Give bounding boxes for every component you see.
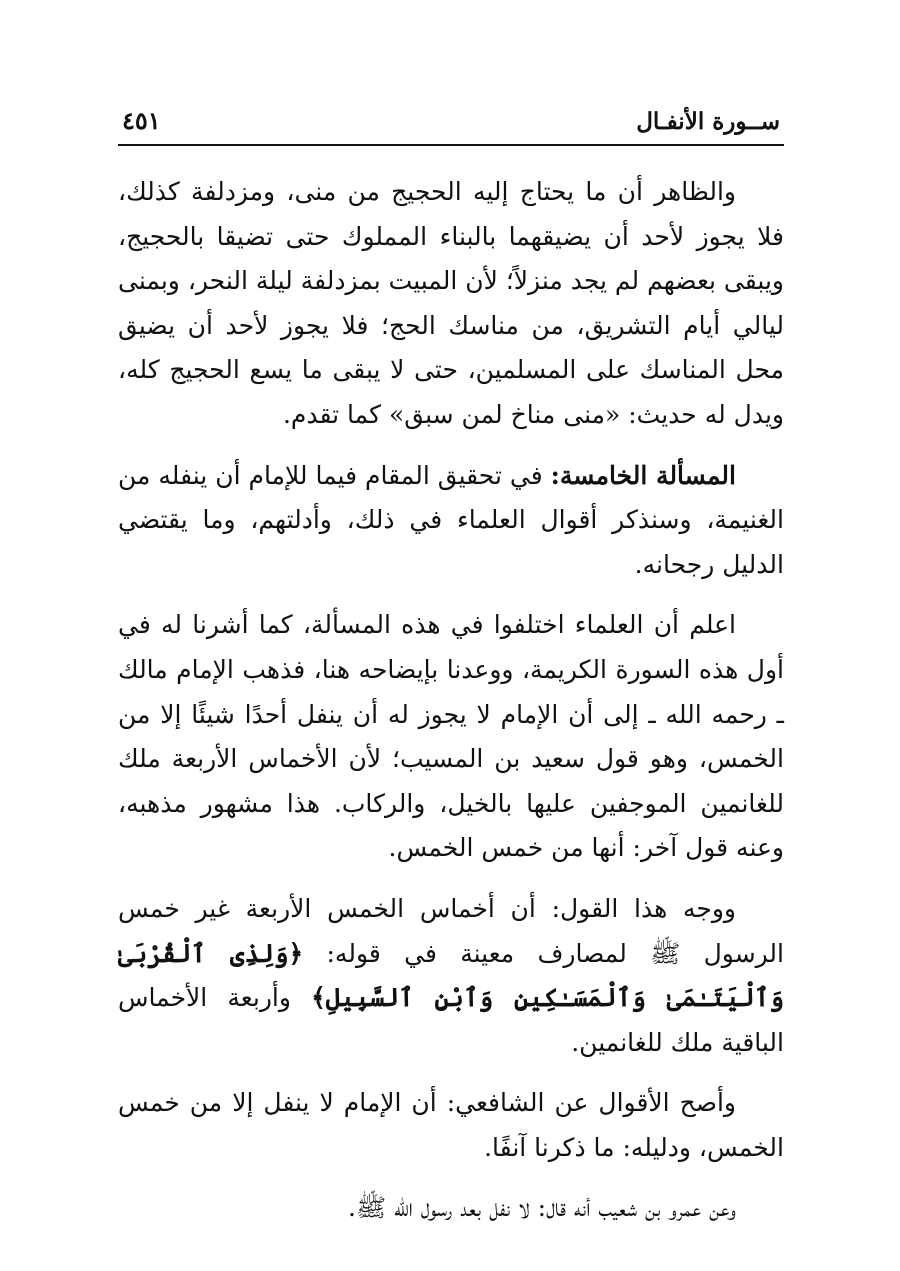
paragraph-text: وعن عمرو بن شعيب أنه قال: لا نفل بعد رسول الله ﷺ. bbox=[348, 1193, 736, 1223]
surah-title: ســورة الأنفـال bbox=[636, 108, 780, 135]
paragraph-text: وأصح الأقوال عن الشافعي: أن الإمام لا ينفل إلا من خمس الخمس، ودليله: ما ذكرنا آنفًا. bbox=[118, 1088, 784, 1162]
paragraph-text: اعلم أن العلماء اختلفوا في هذه المسألة، كما أشرنا له في أول هذه السورة الكريمة، ووعدنا بإيضاحه هنا، فذهب الإمام مالك ـ رحمه الله ـ إلى أن الإمام لا يجوز له أن ينفل أحدًا شيئًا إلا من الخمس، وهو قول سعيد بن المسيب؛ لأن الأخماس الأربعة ملك للغانمين الموجفين عليها بالخيل، والركاب. هذا مشهور مذهبه، وعنه قول آخر: أنها من خمس الخمس. bbox=[118, 610, 784, 863]
page-number: ٤٥١ bbox=[122, 106, 161, 135]
paragraph-5 bbox=[118, 1081, 784, 1170]
paragraph-1 bbox=[118, 170, 784, 438]
page-body bbox=[118, 170, 784, 1231]
paragraph-text: ووجه هذا القول: أن أخماس الخمس الأربعة غير خمس الرسول ﷺ لمصارف معينة في قوله: bbox=[118, 893, 784, 968]
book-page bbox=[118, 100, 784, 1223]
paragraph-3 bbox=[118, 603, 784, 871]
paragraph-4 bbox=[118, 887, 784, 1065]
running-header bbox=[118, 100, 784, 146]
paragraph-text: وأربعة الأخماس الباقية ملك للغانمين. bbox=[118, 983, 784, 1057]
paragraph-6 bbox=[118, 1186, 784, 1231]
quran-verse: ﴿وَلِذِى ٱلْقُرْبَىٰ وَٱلْيَتَـٰمَىٰ وَٱلْمَسَـٰكِينِ وَٱبْنِ ٱلسَّبِيلِ﴾ bbox=[118, 938, 784, 1013]
paragraph-text: في تحقيق المقام فيما للإمام أن ينفله من الغنيمة، وسنذكر أقوال العلماء في ذلك، وأدلتهم، وما يقتضي الدليل رجحانه. bbox=[118, 460, 784, 579]
paragraph-2 bbox=[118, 454, 784, 588]
paragraph-text: والظاهر أن ما يحتاج إليه الحجيج من منى، ومزدلفة كذلك، فلا يجوز لأحد أن يضيقهما بالبناء المملوك حتى تضيقا بالحجيج، ويبقى بعضهم لم يجد منزلاً؛ لأن المبيت بمزدلفة ليلة النحر، وبمنى ليالي أيام التشريق، من مناسك الحج؛ فلا يجوز لأحد أن يضيق محل المناسك على المسلمين، حتى لا يبقى ما يسع الحجيج كله، ويدل له حديث: «منى مناخ لمن سبق» كما تقدم. bbox=[118, 177, 784, 429]
section-heading: المسألة الخامسة: bbox=[550, 460, 736, 490]
